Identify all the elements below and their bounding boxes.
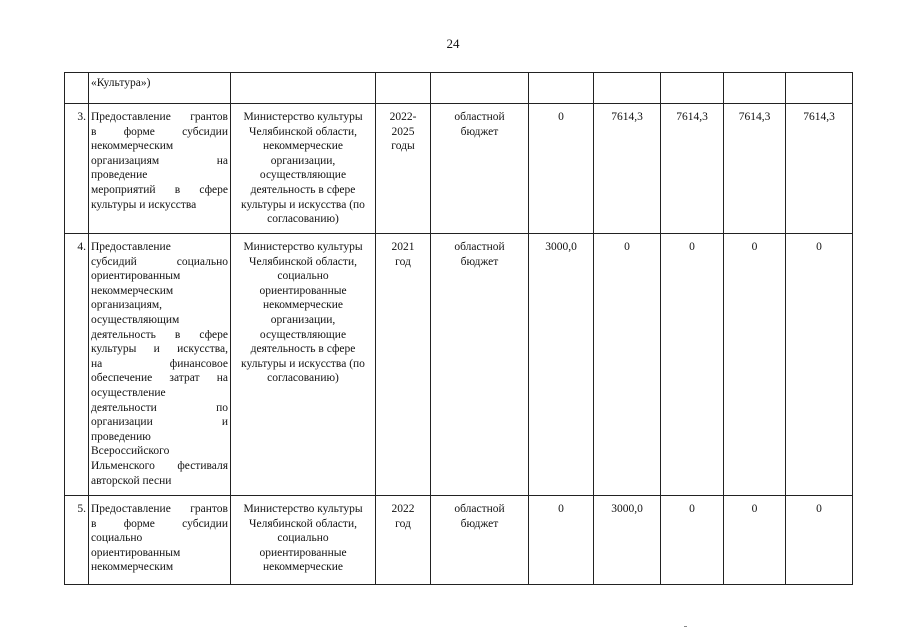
period-cell: [376, 234, 431, 496]
measure-name-line: ориентированным: [91, 270, 181, 283]
value-cell: [529, 73, 594, 104]
measure-name-line: обеспечение затрат на: [91, 372, 228, 385]
executor-text: Министерство культуры Челябинской области, социально ориентированные некоммерческие организации, осуществляющие деятельность в сфере культуры и искусства (по согласованию): [241, 241, 365, 385]
period-text: 2022 год: [391, 503, 415, 530]
value-cell: 0: [661, 234, 724, 496]
value-cell: 0: [786, 496, 853, 585]
table-row: [65, 496, 853, 585]
measure-name-line: Предоставление: [91, 241, 171, 253]
measure-name-cell: [89, 496, 231, 585]
measure-name-line: мероприятий в сфере: [91, 183, 228, 196]
value-cell: [786, 73, 853, 104]
value-cell: [724, 73, 786, 104]
value-cell: 0: [529, 496, 594, 585]
measure-name-cell: [89, 234, 231, 496]
measure-name-line: деятельность в сфере: [91, 328, 228, 341]
funding-source-cell: [431, 73, 529, 104]
funding-source-cell: [431, 496, 529, 585]
funding-source-text: областной бюджет: [454, 111, 505, 138]
measure-name-line: ориентированным: [91, 546, 181, 559]
measure-name-line: субсидий социально: [91, 255, 228, 268]
measure-name-line: некоммерческим: [91, 284, 174, 297]
measure-name-line: Ильменского фестиваля: [91, 459, 228, 472]
funding-source-cell: [431, 104, 529, 234]
measure-name-line: в форме субсидии: [91, 517, 228, 530]
value-cell: 7614,3: [786, 104, 853, 234]
measure-name-line: деятельности по: [91, 401, 228, 414]
value-cell: 7614,3: [594, 104, 661, 234]
executor-cell: [231, 104, 376, 234]
measure-name-line: осуществляющим: [91, 313, 180, 326]
measure-name-line: культуры и искусства,: [91, 343, 228, 356]
value-cell: 3000,0: [594, 496, 661, 585]
value-cell: 0: [529, 104, 594, 234]
page-number: 24: [446, 36, 460, 51]
executor-cell: [231, 234, 376, 496]
scan-speck: [684, 626, 687, 627]
table-row: [65, 234, 853, 496]
value-cell: 3000,0: [529, 234, 594, 496]
period-cell: [376, 73, 431, 104]
row-number: 3.: [65, 104, 89, 234]
measure-name-line: на финансовое: [91, 357, 228, 370]
measure-name-line: проведению: [91, 430, 151, 443]
measure-name-line: некоммерческим: [91, 561, 174, 574]
measure-name-line: проведение: [91, 169, 148, 182]
row-number: 5.: [65, 496, 89, 585]
measure-name-line: Предоставление грантов: [91, 111, 228, 123]
measure-name-line: культуры и искусства: [91, 198, 197, 211]
measure-name-line: некоммерческим: [91, 140, 174, 153]
measure-name-line: авторской песни: [91, 474, 172, 487]
period-text: 2022- 2025 годы: [389, 111, 417, 153]
measure-name-cell: [89, 73, 231, 104]
executor-cell: [231, 496, 376, 585]
period-cell: [376, 104, 431, 234]
value-cell: [661, 73, 724, 104]
measure-name-line: организациям,: [91, 299, 163, 312]
value-cell: 7614,3: [661, 104, 724, 234]
row-number-cell: [65, 73, 89, 104]
funding-source-cell: [431, 234, 529, 496]
table-row: [65, 104, 853, 234]
value-cell: 0: [786, 234, 853, 496]
measure-name: «Культура»): [91, 77, 151, 89]
period-text: 2021 год: [391, 241, 415, 268]
value-cell: 0: [594, 234, 661, 496]
table-row-continuation: [65, 73, 853, 104]
program-measures-table: [64, 72, 853, 585]
measure-name-line: осуществление: [91, 386, 166, 399]
measure-name-line: социально: [91, 532, 143, 545]
measure-name-line: организации и: [91, 416, 228, 429]
value-cell: 0: [724, 234, 786, 496]
row-number: 4.: [65, 234, 89, 496]
value-cell: 7614,3: [724, 104, 786, 234]
executor-cell: [231, 73, 376, 104]
measure-name-cell: [89, 104, 231, 234]
measure-name-line: в форме субсидии: [91, 125, 228, 138]
funding-source-text: областной бюджет: [454, 241, 505, 268]
executor-text: Министерство культуры Челябинской области, некоммерческие организации, осуществляющие деятельность в сфере культуры и искусства (по согласованию): [241, 111, 365, 226]
value-cell: 0: [724, 496, 786, 585]
funding-source-text: областной бюджет: [454, 503, 505, 530]
measure-name-line: Всероссийского: [91, 445, 170, 458]
measure-name-line: Предоставление грантов: [91, 503, 228, 515]
executor-text: Министерство культуры Челябинской области, социально ориентированные некоммерческие: [243, 503, 363, 574]
value-cell: [594, 73, 661, 104]
measure-name-line: организациям на: [91, 154, 228, 167]
period-cell: [376, 496, 431, 585]
value-cell: 0: [661, 496, 724, 585]
